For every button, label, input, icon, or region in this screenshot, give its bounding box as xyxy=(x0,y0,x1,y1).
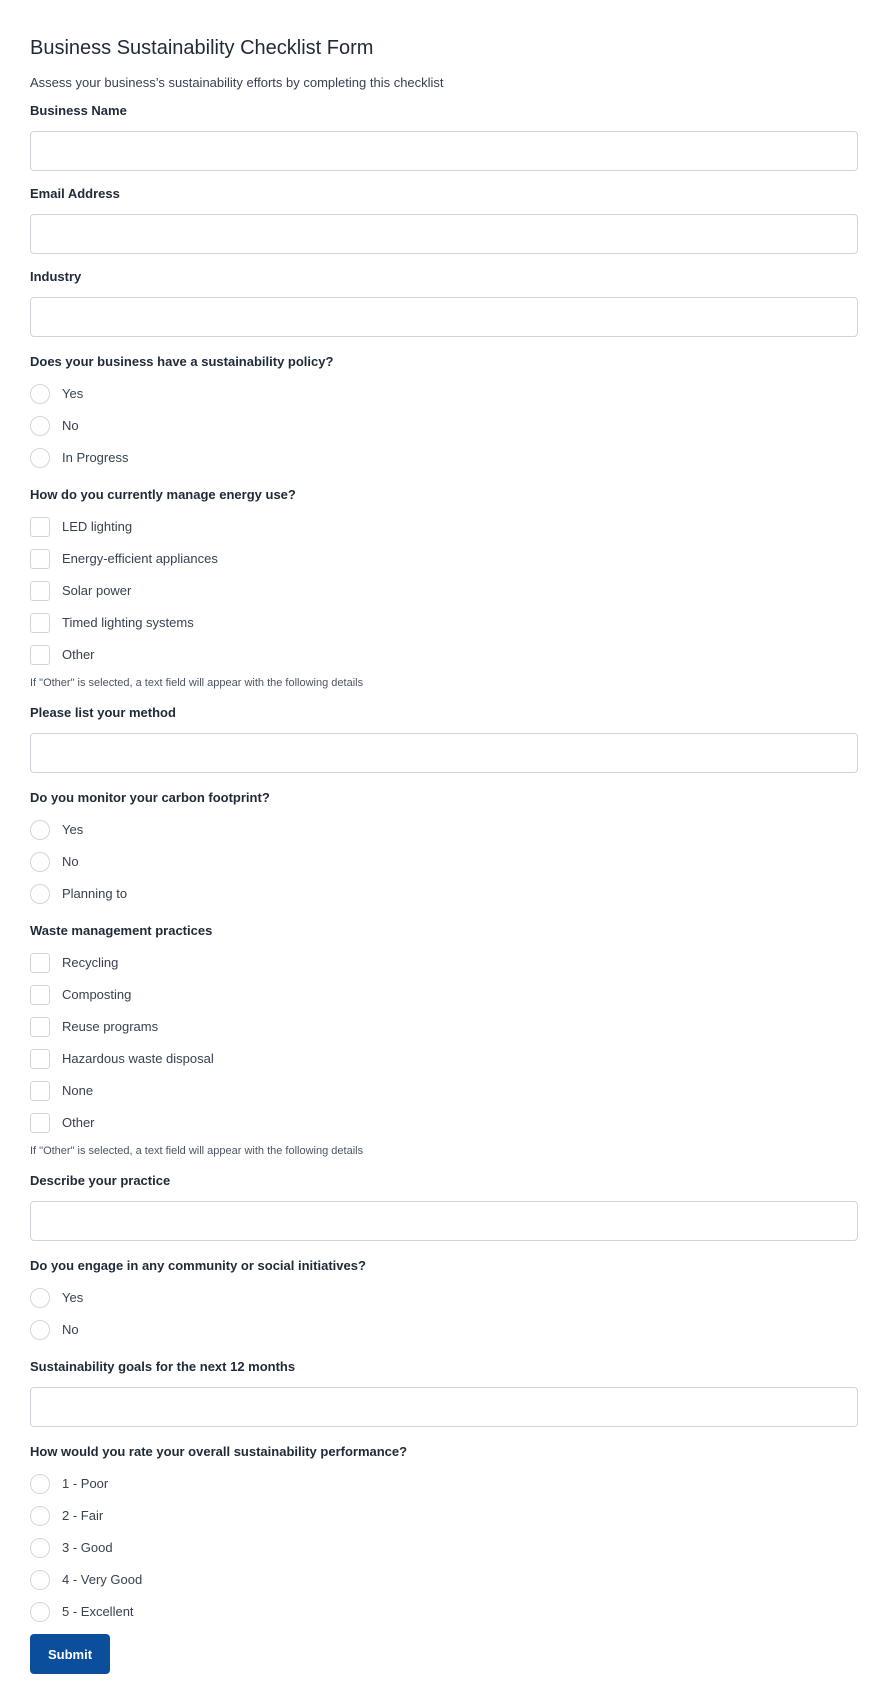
checkbox[interactable] xyxy=(30,549,50,569)
option-label: No xyxy=(62,418,79,433)
carbon-option-no[interactable] xyxy=(30,846,858,878)
form-title: Business Sustainability Checklist Form xyxy=(30,37,374,59)
policy-question xyxy=(30,353,858,474)
checkbox[interactable] xyxy=(30,1017,50,1037)
option-label: 4 - Very Good xyxy=(62,1572,143,1587)
option-label: None xyxy=(62,1083,94,1098)
form-subtitle: Assess your business’s sustainability efforts by completing this checklist xyxy=(30,75,444,90)
rating-option-5[interactable] xyxy=(30,1596,858,1628)
goals-label: Sustainability goals for the next 12 months xyxy=(30,1359,296,1374)
radio-button[interactable] xyxy=(30,448,50,468)
checkbox[interactable] xyxy=(30,985,50,1005)
option-label: No xyxy=(62,1322,79,1337)
community-option-yes[interactable] xyxy=(30,1282,858,1314)
energy-option-led[interactable] xyxy=(30,511,858,543)
checkbox[interactable] xyxy=(30,953,50,973)
business-name-field xyxy=(30,102,858,171)
policy-options xyxy=(30,378,858,474)
radio-button[interactable] xyxy=(30,1538,50,1558)
rating-label: How would you rate your overall sustainability performance? xyxy=(30,1444,408,1459)
energy-option-timed[interactable] xyxy=(30,607,858,639)
industry-field xyxy=(30,268,858,337)
option-label: Reuse programs xyxy=(62,1019,159,1034)
policy-label: Does your business have a sustainability policy? xyxy=(30,354,334,369)
option-label: Energy-efficient appliances xyxy=(62,551,218,566)
policy-option-yes[interactable] xyxy=(30,378,858,410)
checkbox[interactable] xyxy=(30,1049,50,1069)
option-label: Hazardous waste disposal xyxy=(62,1051,214,1066)
industry-label: Industry xyxy=(30,269,82,284)
option-label: 3 - Good xyxy=(62,1540,113,1555)
waste-option-hazardous[interactable] xyxy=(30,1043,858,1075)
checkbox[interactable] xyxy=(30,613,50,633)
waste-question xyxy=(30,922,858,1158)
waste-practice-input[interactable] xyxy=(30,1201,858,1241)
option-label: 2 - Fair xyxy=(62,1508,104,1523)
waste-options xyxy=(30,947,858,1139)
energy-question xyxy=(30,486,858,690)
option-label: Timed lighting systems xyxy=(62,615,194,630)
checkbox[interactable] xyxy=(30,1113,50,1133)
community-question xyxy=(30,1257,858,1346)
option-label: 5 - Excellent xyxy=(62,1604,134,1619)
community-label: Do you engage in any community or social initiatives? xyxy=(30,1258,366,1273)
energy-option-solar[interactable] xyxy=(30,575,858,607)
carbon-label: Do you monitor your carbon footprint? xyxy=(30,790,270,805)
option-label: Other xyxy=(62,647,95,662)
industry-input[interactable] xyxy=(30,297,858,337)
option-label: 1 - Poor xyxy=(62,1476,109,1491)
checkbox[interactable] xyxy=(30,581,50,601)
option-label: No xyxy=(62,854,79,869)
carbon-options xyxy=(30,814,858,910)
carbon-question xyxy=(30,789,858,910)
option-label: Recycling xyxy=(62,955,119,970)
option-label: Composting xyxy=(62,987,132,1002)
rating-option-4[interactable] xyxy=(30,1564,858,1596)
energy-method-field xyxy=(30,704,858,773)
energy-option-appliances[interactable] xyxy=(30,543,858,575)
rating-question xyxy=(30,1443,858,1628)
email-input[interactable] xyxy=(30,214,858,254)
waste-option-other[interactable] xyxy=(30,1107,858,1139)
energy-help-text: If "Other" is selected, a text field will appear with the following details xyxy=(30,677,364,689)
carbon-option-yes[interactable] xyxy=(30,814,858,846)
rating-option-3[interactable] xyxy=(30,1532,858,1564)
radio-button[interactable] xyxy=(30,1474,50,1494)
option-label: In Progress xyxy=(62,450,129,465)
energy-options xyxy=(30,511,858,671)
radio-button[interactable] xyxy=(30,1288,50,1308)
energy-method-label: Please list your method xyxy=(30,705,176,720)
option-label: Yes xyxy=(62,822,84,837)
rating-option-2[interactable] xyxy=(30,1500,858,1532)
checkbox[interactable] xyxy=(30,645,50,665)
community-options xyxy=(30,1282,858,1346)
waste-help-text: If "Other" is selected, a text field will appear with the following details xyxy=(30,1145,364,1157)
radio-button[interactable] xyxy=(30,820,50,840)
option-label: Yes xyxy=(62,1290,84,1305)
waste-practice-label: Describe your practice xyxy=(30,1173,171,1188)
energy-label: How do you currently manage energy use? xyxy=(30,487,296,502)
waste-option-reuse[interactable] xyxy=(30,1011,858,1043)
waste-option-composting[interactable] xyxy=(30,979,858,1011)
checkbox[interactable] xyxy=(30,1081,50,1101)
rating-options xyxy=(30,1468,858,1628)
rating-option-1[interactable] xyxy=(30,1468,858,1500)
goals-input[interactable] xyxy=(30,1387,858,1427)
radio-button[interactable] xyxy=(30,384,50,404)
community-option-no[interactable] xyxy=(30,1314,858,1346)
option-label: Solar power xyxy=(62,583,132,598)
option-label: LED lighting xyxy=(62,519,133,534)
business-name-input[interactable] xyxy=(30,131,858,171)
waste-option-recycling[interactable] xyxy=(30,947,858,979)
business-name-label: Business Name xyxy=(30,103,127,118)
email-label: Email Address xyxy=(30,186,120,201)
radio-button[interactable] xyxy=(30,1602,50,1622)
waste-option-none[interactable] xyxy=(30,1075,858,1107)
energy-method-input[interactable] xyxy=(30,733,858,773)
email-field xyxy=(30,185,858,254)
checkbox[interactable] xyxy=(30,517,50,537)
goals-field xyxy=(30,1358,858,1427)
radio-button[interactable] xyxy=(30,884,50,904)
waste-practice-field xyxy=(30,1172,858,1241)
radio-button[interactable] xyxy=(30,416,50,436)
submit-button[interactable]: Submit xyxy=(30,1634,110,1674)
policy-option-in-progress[interactable] xyxy=(30,442,858,474)
option-label: Planning to xyxy=(62,886,128,901)
option-label: Yes xyxy=(62,386,84,401)
radio-button[interactable] xyxy=(30,852,50,872)
energy-option-other[interactable] xyxy=(30,639,858,671)
option-label: Other xyxy=(62,1115,95,1130)
carbon-option-planning[interactable] xyxy=(30,878,858,910)
policy-option-no[interactable] xyxy=(30,410,858,442)
waste-label: Waste management practices xyxy=(30,923,213,938)
radio-button[interactable] xyxy=(30,1506,50,1526)
radio-button[interactable] xyxy=(30,1320,50,1340)
radio-button[interactable] xyxy=(30,1570,50,1590)
